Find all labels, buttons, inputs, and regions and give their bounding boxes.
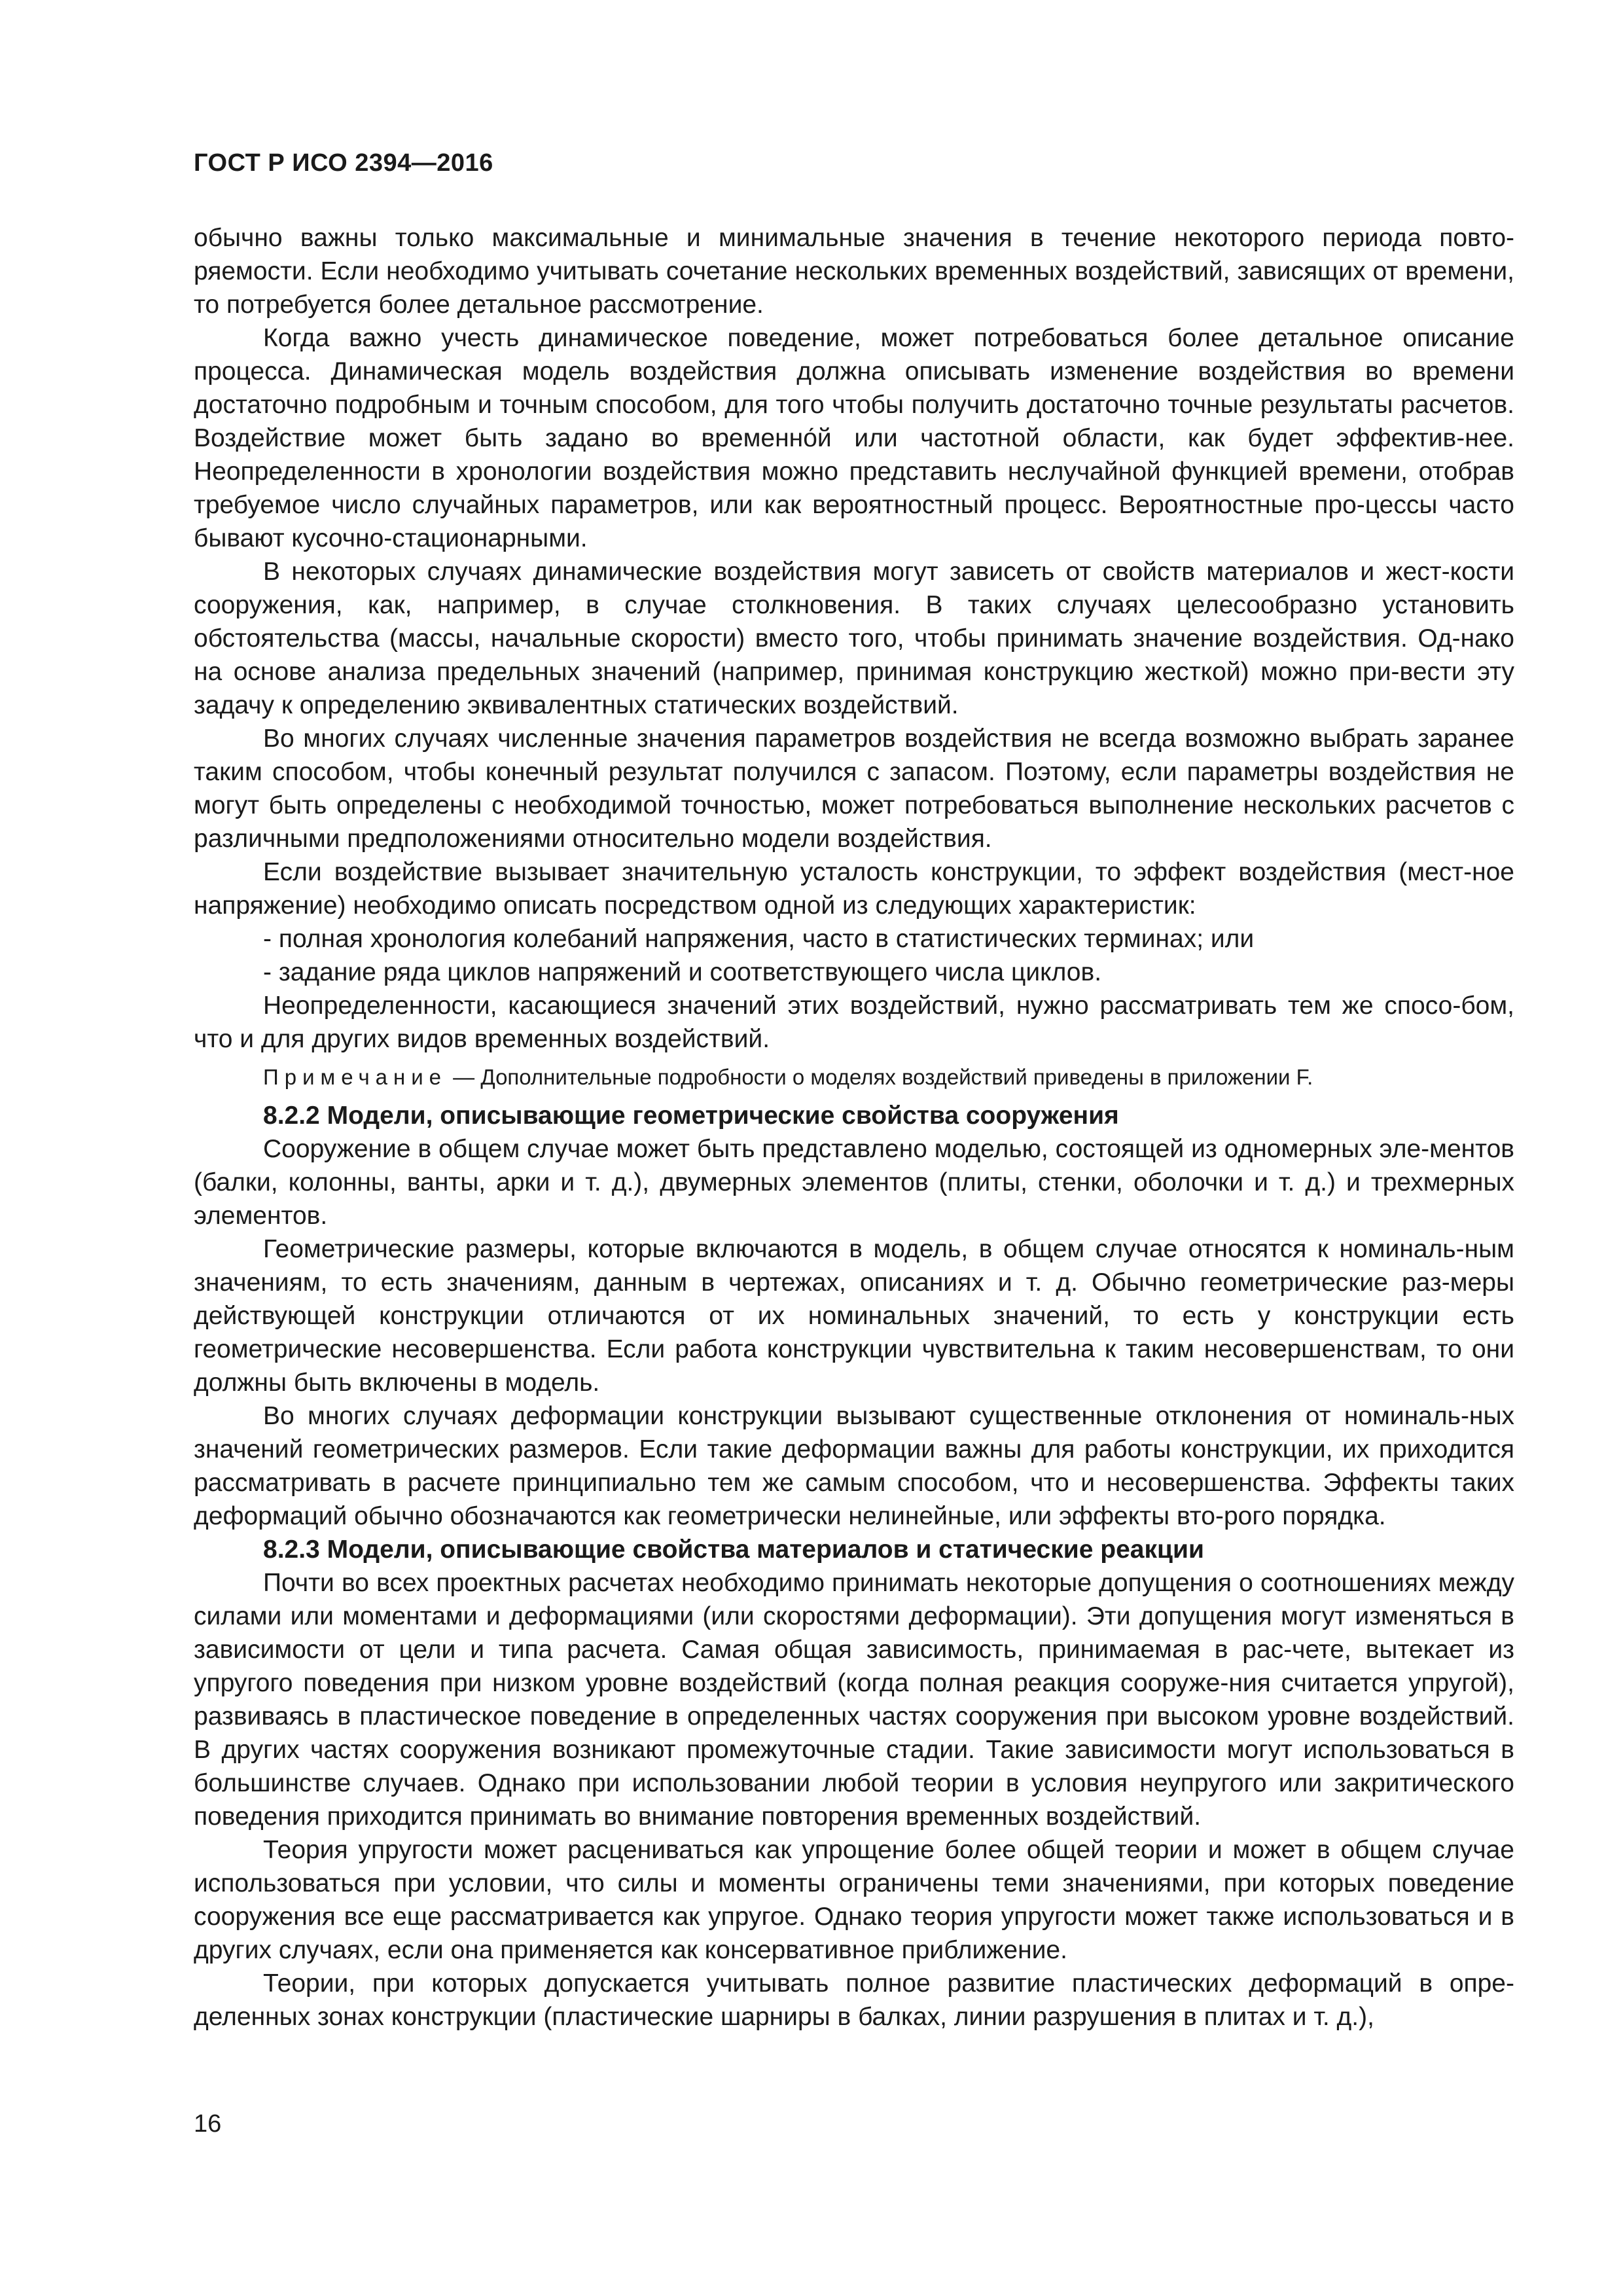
paragraph: Когда важно учесть динамическое поведение, может потребоваться более детальное описание процесса. Динамическая модель воздействия должна описывать изменение воздействия во времени достаточно подробным и точным способом, для того чтобы получить достаточно точные результаты расчетов. Воздействие может быть задано во временно́й или частотной области, как будет эффектив-нее. Неопределенности в хронологии воздействия можно представить неслучайной функцией времени, отобрав требуемое число случайных параметров, или как вероятностный процесс. Вероятностные про-цессы часто бывают кусочно-стационарными. xyxy=(194,324,1514,552)
paragraph: Во многих случаях численные значения параметров воздействия не всегда возможно выбрать заранее таким способом, чтобы конечный результат получился с запасом. Поэтому, если параметры воздействия не могут быть определены с необходимой точностью, может потребоваться выполнение нескольких расчетов с различными предположениями относительно модели воздействия. xyxy=(194,725,1514,853)
paragraph: Теории, при которых допускается учитывать полное развитие пластических деформаций в опре-деленных зонах конструкции (пластические шарниры в балках, линии разрушения в плитах и т. д.), xyxy=(194,1969,1514,2031)
paragraph: Сооружение в общем случае может быть представлено моделью, состоящей из одномерных эле-ментов (балки, колонны, ванты, арки и т. д.), двумерных элементов (плиты, стенки, оболочки и т. д.) и трехмерных элементов. xyxy=(194,1135,1514,1230)
list-item: - полная хронология колебаний напряжения, часто в статистических терминах; или xyxy=(263,925,1255,953)
paragraph: Неопределенности, касающиеся значений этих воздействий, нужно рассматривать тем же спосо-бом, что и для других видов временных воздействий. xyxy=(194,992,1514,1053)
section-heading-8-2-3: 8.2.3 Модели, описывающие свойства материалов и статические реакции xyxy=(263,1535,1204,1564)
paragraph: Теория упругости может расцениваться как упрощение более общей теории и может в общем случае использоваться при условии, что силы и моменты ограничены теми значениями, при которых поведение сооружения все еще рассматривается как упругое. Однако теория упругости может также использоваться и в других случаях, если она применяется как консервативное приближение. xyxy=(194,1836,1514,1964)
page-number: 16 xyxy=(194,2110,222,2138)
paragraph: В некоторых случаях динамические воздействия могут зависеть от свойств материалов и жест-кости сооружения, как, например, в случае столкновения. В таких случаях целесообразно установить обстоятельства (массы, начальные скорости) вместо того, чтобы принимать значение воздействия. Од-нако на основе анализа предельных значений (например, принимая конструкцию жесткой) можно при-вести эту задачу к определению эквивалентных статических воздействий. xyxy=(194,558,1514,719)
paragraph: Почти во всех проектных расчетах необходимо принимать некоторые допущения о соотношениях между силами или моментами и деформациями (или скоростями деформации). Эти допущения могут изменяться в зависимости от цели и типа расчета. Самая общая зависимость, принимаемая в рас-чете, вытекает из упругого поведения при низком уровне воздействий (когда полная реакция сооруже-ния считается упругой), развиваясь в пластическое поведение в определенных частях сооружения при высоком уровне воздействий. В других частях сооружения возникают промежуточные стадии. Такие зависимости могут использоваться в большинстве случаев. Однако при использовании любой теории в условия неупругого или закритического поведения приходится принимать во внимание повторения временных воздействий. xyxy=(194,1569,1514,1831)
paragraph: Если воздействие вызывает значительную усталость конструкции, то эффект воздействия (мест-ное напряжение) необходимо описать посредством одной из следующих характеристик: xyxy=(194,858,1514,920)
paragraph: Геометрические размеры, которые включаются в модель, в общем случае относятся к номиналь-ным значениям, то есть значениям, данным в чертежах, описаниях и т. д. Обычно геометрические раз-меры действующей конструкции отличаются от их номинальных значений, то есть у конструкции есть геометрические несовершенства. Если работа конструкции чувствительна к таким несовершенствам, то они должны быть включены в модель. xyxy=(194,1235,1514,1397)
list-item: - задание ряда циклов напряжений и соответствующего числа циклов. xyxy=(263,958,1102,986)
document-header: ГОСТ Р ИСО 2394—2016 xyxy=(194,149,493,177)
note xyxy=(194,1062,1514,1092)
section-heading-8-2-2: 8.2.2 Модели, описывающие геометрические свойства сооружения xyxy=(263,1102,1119,1130)
paragraph: обычно важны только максимальные и минимальные значения в течение некоторого периода повто-ряемости. Если необходимо учитывать сочетание нескольких временных воздействий, зависящих от времени, то потребуется более детальное рассмотрение. xyxy=(194,224,1514,319)
page-body xyxy=(194,221,1514,2034)
note-label: Примечание xyxy=(263,1065,448,1089)
note-text: — Дополнительные подробности о моделях воздействий приведены в приложении F. xyxy=(447,1065,1313,1089)
paragraph: Во многих случаях деформации конструкции вызывают существенные отклонения от номиналь-ных значений геометрических размеров. Если такие деформации важны для работы конструкции, их приходится рассматривать в расчете принципиально тем же самым способом, что и несовершенства. Эффекты таких деформаций обычно обозначаются как геометрически нелинейные, или эффекты вто-рого порядка. xyxy=(194,1402,1514,1530)
